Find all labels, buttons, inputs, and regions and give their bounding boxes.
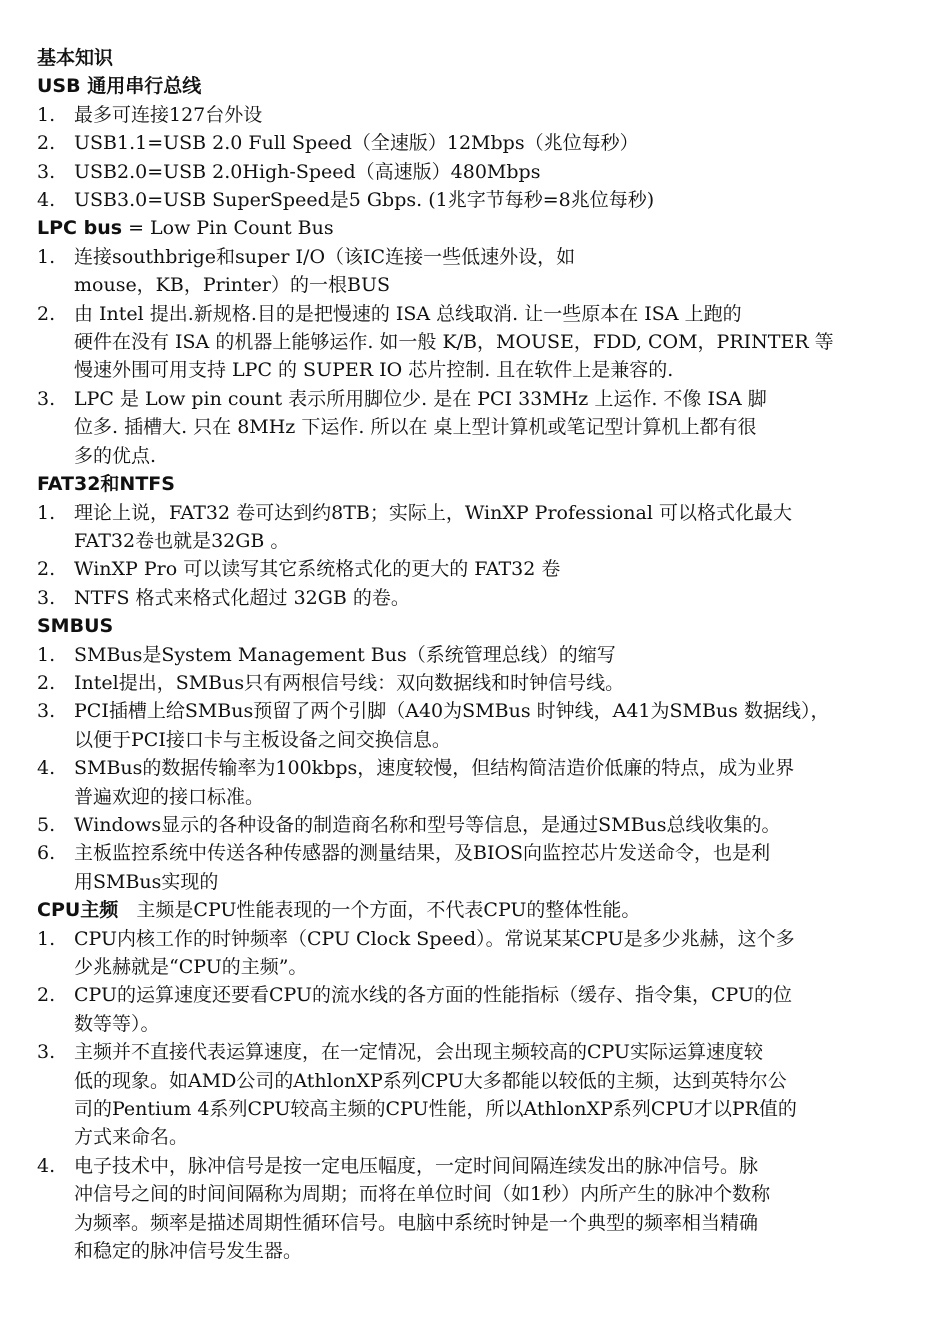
list-item-number: 6. xyxy=(37,842,56,865)
list-item-text: SMBus是System Management Bus（系统管理总线）的缩写 xyxy=(74,643,616,666)
list-item-text: USB2.0=USB 2.0High-Speed（高速版）480Mbps xyxy=(74,160,541,183)
list-item-number: 2. xyxy=(37,558,56,581)
list-item-text: 连接southbrige和super I/O（该IC连接一些低速外设，如 mouse，KB，Printer）的一根BUS xyxy=(74,245,576,297)
section-heading-description: 主频是CPU性能表现的一个方面，不代表CPU的整体性能。 xyxy=(118,899,641,922)
section-heading xyxy=(37,72,917,100)
list-item xyxy=(37,499,917,556)
section-heading-label: SMBUS xyxy=(37,615,114,638)
list-item-text: NTFS 格式来格式化超过 32GB 的卷。 xyxy=(74,586,410,609)
list-item xyxy=(37,697,917,754)
list-item-text: CPU内核工作的时钟频率（CPU Clock Speed）。常说某某CPU是多少兆赫，这个多 少兆赫就是“CPU的主频”。 xyxy=(74,927,795,978)
sections-container xyxy=(37,72,917,1265)
list-item-number: 4. xyxy=(37,189,56,212)
document-title: 基本知识 xyxy=(37,47,114,69)
list-item xyxy=(37,811,917,839)
list-item-number: 3. xyxy=(37,700,56,723)
list-item-text: USB1.1=USB 2.0 Full Speed（全速版）12Mbps（兆位每秒） xyxy=(74,132,639,155)
list-item-text: CPU的运算速度还要看CPU的流水线的各方面的性能指标（缓存、指令集，CPU的位 数等等）。 xyxy=(74,984,793,1035)
list-item-text: Windows显示的各种设备的制造商名称和型号等信息，是通过SMBus总线收集的。 xyxy=(74,813,781,836)
list-item xyxy=(37,186,917,214)
list-item xyxy=(37,158,917,186)
list-item-number: 3. xyxy=(37,160,56,183)
section-heading xyxy=(37,214,917,242)
list-item-text: 主频并不直接代表运算速度，在一定情况，会出现主频较高的CPU实际运算速度较 低的现象。如AMD公司的AthlonXP系列CPU大多都能以较低的主频，达到英特尔公 司的Pentium 4系列CPU较高主频的CPU性能，所以AthlonXP系列CPU才以PR值的 方式来命名。 xyxy=(74,1041,797,1149)
list-item-number: 1. xyxy=(37,501,56,524)
list-item xyxy=(37,1152,917,1266)
list-item-number: 1. xyxy=(37,643,56,666)
list-item-text: USB3.0=USB SuperSpeed是5 Gbps. (1兆字节每秒=8兆位每秒) xyxy=(74,189,655,212)
list-item xyxy=(37,584,917,612)
list-item xyxy=(37,925,917,982)
section-heading-label: CPU主频 xyxy=(37,899,119,922)
list-item-text: 电子技术中，脉冲信号是按一定电压幅度，一定时间间隔连续发出的脉冲信号。脉 冲信号之间的时间间隔称为周期；而将在单位时间（如1秒）内所产生的脉冲个数称 为频率。频率是描述周期性循环信号。电脑中系统时钟是一个典型的频率相当精确 和稳定的脉冲信号发生器。 xyxy=(74,1154,771,1263)
document-page xyxy=(37,44,917,1265)
list-item xyxy=(37,669,917,697)
section-heading xyxy=(37,470,917,498)
section-heading xyxy=(37,612,917,640)
section-heading xyxy=(37,896,917,924)
list-item-text: 由 Intel 提出.新规格.目的是把慢速的 ISA 总线取消. 让一些原本在 ISA 上跑的 硬件在没有 ISA 的机器上能够运作. 如一般 K/B，MOUSE，FDD, COM，PRINTER 等 慢速外围可用支持 LPC 的 SUPER IO 芯片控制. 且在软件上是兼容的. xyxy=(74,302,834,382)
list-item xyxy=(37,385,917,470)
list-item-text: 主板监控系统中传送各种传感器的测量结果，及BIOS向监控芯片发送命令，也是利 用SMBus实现的 xyxy=(74,842,771,893)
list-item xyxy=(37,300,917,385)
list-item-number: 3. xyxy=(37,586,56,609)
list-item-number: 3. xyxy=(37,387,56,410)
list-item-number: 3. xyxy=(37,1041,56,1064)
list-item xyxy=(37,981,917,1038)
list-item-number: 5. xyxy=(37,813,56,836)
list-item-text: 最多可连接127台外设 xyxy=(74,103,263,126)
list-item-text: 理论上说，FAT32 卷可达到约8TB；实际上，WinXP Professional 可以格式化最大 FAT32卷也就是32GB 。 xyxy=(74,501,792,552)
list-item xyxy=(37,754,917,811)
list-item-text: PCI插槽上给SMBus预留了两个引脚（A40为SMBus 时钟线，A41为SMBus 数据线）， 以便于PCI接口卡与主板设备之间交换信息。 xyxy=(74,700,830,751)
list-item-text: Intel提出，SMBus只有两根信号线：双向数据线和时钟信号线。 xyxy=(74,671,625,694)
list-item-text: SMBus的数据传输率为100kbps，速度较慢，但结构简洁造价低廉的特点，成为业界 普遍欢迎的接口标准。 xyxy=(74,757,795,808)
section-heading-description: = Low Pin Count Bus xyxy=(122,217,334,240)
list-item-number: 1. xyxy=(37,927,56,950)
list-item-text: LPC 是 Low pin count 表示所用脚位少. 是在 PCI 33MHz 上运作. 不像 ISA 脚 位多. 插槽大. 只在 8MHz 下运作. 所以在 桌上型计算机或笔记型计算机上都有很 多的优点. xyxy=(74,387,767,467)
section-heading-label: FAT32和NTFS xyxy=(37,473,175,496)
section-heading-label: USB 通用串行总线 xyxy=(37,75,202,98)
list-item-text: WinXP Pro 可以读写其它系统格式化的更大的 FAT32 卷 xyxy=(74,558,561,581)
list-item-number: 2. xyxy=(37,132,56,155)
list-item xyxy=(37,243,917,300)
list-item xyxy=(37,839,917,896)
list-item-number: 4. xyxy=(37,1154,56,1177)
list-item-number: 2. xyxy=(37,984,56,1007)
list-item xyxy=(37,555,917,583)
list-item-number: 4. xyxy=(37,757,56,780)
list-item-number: 2. xyxy=(37,671,56,694)
list-item-number: 1. xyxy=(37,103,56,126)
list-item xyxy=(37,129,917,157)
list-item-number: 2. xyxy=(37,302,56,325)
list-item xyxy=(37,1038,917,1152)
list-item-number: 1. xyxy=(37,245,56,268)
list-item xyxy=(37,641,917,669)
list-item xyxy=(37,101,917,129)
section-heading-label: LPC bus xyxy=(37,217,123,240)
